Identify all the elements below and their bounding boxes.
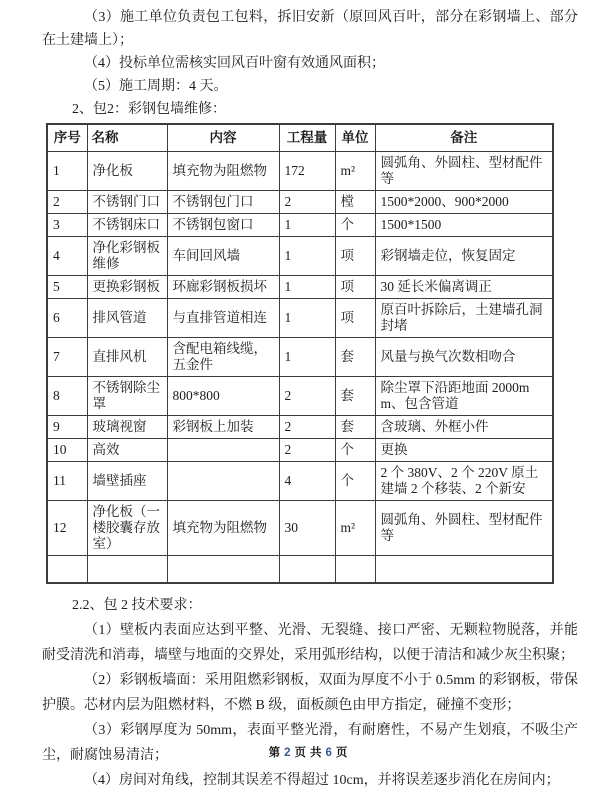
intro-item-3: （3）施工单位负责包工包料，拆旧安新（原回风百叶，部分在彩钢墙上、部分在土建墙上）； xyxy=(42,10,578,48)
cell-name: 不锈钢门口 xyxy=(87,191,167,214)
table-row xyxy=(47,152,553,191)
cell-unit: 项 xyxy=(335,237,375,276)
footer-total-pages: 6 xyxy=(325,747,332,759)
pkg2-heading: 2、包2：彩钢包墙维修： xyxy=(72,102,226,117)
cell-quantity: 1 xyxy=(279,237,335,276)
cell-content: 车间回风墙 xyxy=(167,237,279,276)
cell-index: 3 xyxy=(47,214,87,237)
pkg2-maintenance-table xyxy=(46,123,554,584)
cell-name: 高效 xyxy=(87,439,167,462)
footer-page-number: 2 xyxy=(284,747,291,759)
cell-unit: m² xyxy=(335,152,375,191)
cell-remarks: 原百叶拆除后，土建墙孔洞封堵 xyxy=(375,299,553,338)
cell-quantity: 2 xyxy=(279,377,335,416)
cell-remarks: 2 个 380V、2 个 220V 原土建墙 2 个移装、2 个新安 xyxy=(375,462,553,501)
cell-name: 净化彩钢板维修 xyxy=(87,237,167,276)
table-row xyxy=(47,338,553,377)
cell-quantity: 1 xyxy=(279,299,335,338)
cell-unit: 个 xyxy=(335,214,375,237)
table-row-empty xyxy=(47,556,553,584)
cell-content xyxy=(167,439,279,462)
col-header-remarks: 备注 xyxy=(375,124,553,152)
cell-quantity: 2 xyxy=(279,439,335,462)
cell-index xyxy=(47,556,87,584)
cell-remarks xyxy=(375,556,553,584)
cell-index: 9 xyxy=(47,416,87,439)
cell-unit: 项 xyxy=(335,299,375,338)
cell-quantity: 2 xyxy=(279,416,335,439)
cell-quantity: 172 xyxy=(279,152,335,191)
col-header-unit: 单位 xyxy=(335,124,375,152)
cell-content: 填充物为阻燃物 xyxy=(167,152,279,191)
cell-remarks: 圆弧角、外圆柱、型材配件等 xyxy=(375,152,553,191)
table-row xyxy=(47,237,553,276)
cell-index: 10 xyxy=(47,439,87,462)
cell-unit: 个 xyxy=(335,439,375,462)
cell-content xyxy=(167,556,279,584)
intro-section xyxy=(42,6,578,121)
col-header-index: 序号 xyxy=(47,124,87,152)
cell-unit: m² xyxy=(335,501,375,556)
cell-unit xyxy=(335,556,375,584)
cell-name: 净化板 xyxy=(87,152,167,191)
cell-index: 7 xyxy=(47,338,87,377)
cell-remarks: 更换 xyxy=(375,439,553,462)
tech-heading: 2.2、包 2 技术要求： xyxy=(72,598,202,613)
cell-unit: 项 xyxy=(335,276,375,299)
cell-remarks: 风量与换气次数相吻合 xyxy=(375,338,553,377)
cell-remarks: 含玻璃、外框小件 xyxy=(375,416,553,439)
col-header-name: 名称 xyxy=(87,124,167,152)
page-footer xyxy=(0,744,616,760)
cell-name: 玻璃视窗 xyxy=(87,416,167,439)
cell-quantity: 2 xyxy=(279,191,335,214)
cell-content: 彩钢板上加装 xyxy=(167,416,279,439)
cell-content: 含配电箱线缆，五金件 xyxy=(167,338,279,377)
cell-quantity: 30 xyxy=(279,501,335,556)
table-header-row xyxy=(47,124,553,152)
cell-content: 800*800 xyxy=(167,377,279,416)
cell-content: 不锈钢包门口 xyxy=(167,191,279,214)
cell-content: 填充物为阻燃物 xyxy=(167,501,279,556)
table-row xyxy=(47,299,553,338)
cell-name: 墙壁插座 xyxy=(87,462,167,501)
cell-index: 6 xyxy=(47,299,87,338)
cell-unit: 套 xyxy=(335,377,375,416)
cell-remarks: 除尘罩下沿距地面 2000mm、包含管道 xyxy=(375,377,553,416)
table-row xyxy=(47,462,553,501)
table-row xyxy=(47,377,553,416)
table-row xyxy=(47,214,553,237)
footer-label-gong: 共 xyxy=(310,747,322,759)
tech-item-4: （4）房间对角线，控制其误差不得超过 10cm，并将误差逐步消化在房间内； xyxy=(84,773,560,788)
footer-label-ye: 页 xyxy=(294,747,306,759)
intro-item-4: （4）投标单位需核实回风百叶窗有效通风面积； xyxy=(84,56,385,71)
cell-index: 4 xyxy=(47,237,87,276)
cell-quantity: 1 xyxy=(279,338,335,377)
cell-quantity: 4 xyxy=(279,462,335,501)
cell-remarks: 圆弧角、外圆柱、型材配件等 xyxy=(375,501,553,556)
col-header-quantity: 工程量 xyxy=(279,124,335,152)
tech-item-3: （3）彩钢厚度为 50mm，表面平整光滑，有耐磨性，不易产生划痕，不吸尘产尘，耐腐蚀易清洁； xyxy=(42,723,578,763)
table-row xyxy=(47,501,553,556)
cell-index: 2 xyxy=(47,191,87,214)
tech-item-2: （2）彩钢板墙面：采用阻燃彩钢板，双面为厚度不小于 0.5mm 的彩钢板，带保护膜。芯材内层为阻燃材料，不燃 B 级，面板颜色由甲方指定，碰撞不变形； xyxy=(42,673,578,713)
intro-item-5: （5）施工周期：4 天。 xyxy=(84,79,228,94)
footer-label-page: 第 xyxy=(268,747,281,759)
cell-name xyxy=(87,556,167,584)
tech-item-1: （1）壁板内表面应达到平整、光滑、无裂缝、接口严密、无颗粒物脱落，并能耐受清洗和消毒，墙壁与地面的交界处，采用弧形结构，以便于清洁和减少灰尘积聚； xyxy=(42,623,578,663)
cell-remarks: 彩钢墙走位，恢复固定 xyxy=(375,237,553,276)
table-row xyxy=(47,276,553,299)
cell-index: 11 xyxy=(47,462,87,501)
cell-unit: 套 xyxy=(335,416,375,439)
cell-remarks: 30 延长米偏离调正 xyxy=(375,276,553,299)
cell-index: 1 xyxy=(47,152,87,191)
cell-remarks: 1500*2000、900*2000 xyxy=(375,191,553,214)
table-row xyxy=(47,439,553,462)
cell-unit: 个 xyxy=(335,462,375,501)
cell-index: 12 xyxy=(47,501,87,556)
cell-remarks: 1500*1500 xyxy=(375,214,553,237)
cell-name: 不锈钢除尘罩 xyxy=(87,377,167,416)
cell-name: 更换彩钢板 xyxy=(87,276,167,299)
cell-quantity xyxy=(279,556,335,584)
cell-unit: 樘 xyxy=(335,191,375,214)
cell-content: 不锈钢包窗口 xyxy=(167,214,279,237)
cell-name: 净化板（一楼胶囊存放室） xyxy=(87,501,167,556)
cell-quantity: 1 xyxy=(279,276,335,299)
cell-name: 不锈钢床口 xyxy=(87,214,167,237)
cell-unit: 套 xyxy=(335,338,375,377)
cell-index: 8 xyxy=(47,377,87,416)
cell-index: 5 xyxy=(47,276,87,299)
cell-name: 排风管道 xyxy=(87,299,167,338)
cell-quantity: 1 xyxy=(279,214,335,237)
col-header-content: 内容 xyxy=(167,124,279,152)
tech-requirements-section xyxy=(42,593,578,793)
cell-content: 环廊彩钢板损坏 xyxy=(167,276,279,299)
cell-content: 与直排管道相连 xyxy=(167,299,279,338)
footer-label-ye2: 页 xyxy=(335,747,348,759)
table-row xyxy=(47,191,553,214)
cell-name: 直排风机 xyxy=(87,338,167,377)
cell-content xyxy=(167,462,279,501)
table-row xyxy=(47,416,553,439)
